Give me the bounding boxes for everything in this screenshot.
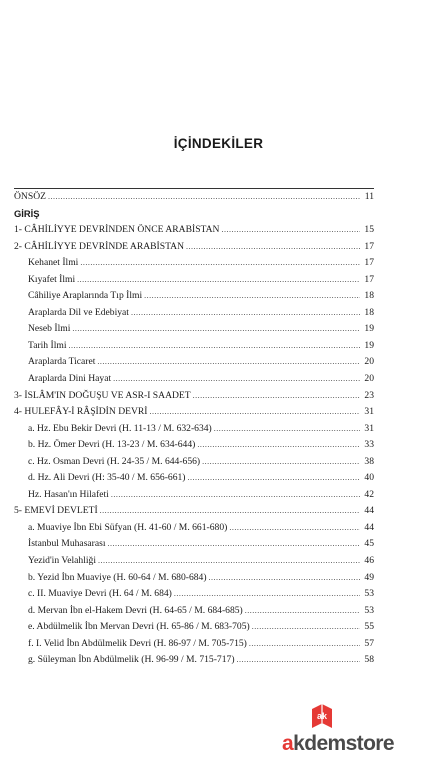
toc-entry-page: 42 xyxy=(364,488,374,500)
brand-name-rest: kdemstore xyxy=(293,732,394,755)
toc-entry-title: 2- CÂHİLİYYE DEVRİNDE ARABİSTAN xyxy=(14,240,185,252)
toc-entry[interactable] xyxy=(14,222,374,239)
toc-entry[interactable] xyxy=(14,652,374,669)
toc-leader-dots xyxy=(144,288,360,305)
toc-entry-title: 5- EMEVİ DEVLETİ xyxy=(14,505,98,517)
toc-entry-title: a. Muaviye İbn Ebi Süfyan (H. 41-60 / M. 661-680) xyxy=(28,521,228,533)
toc-entry[interactable] xyxy=(14,206,374,223)
toc-entry-page: 53 xyxy=(364,588,374,600)
toc-leader-dots xyxy=(97,354,360,371)
toc-leader-dots xyxy=(72,321,360,338)
toc-entry[interactable] xyxy=(14,272,374,289)
logo-mark-letters: ak xyxy=(316,711,328,721)
toc-entry-page: 55 xyxy=(364,621,374,633)
toc-entry-title: b. Yezid İbn Muaviye (H. 60-64 / M. 680-684) xyxy=(28,571,207,583)
toc-entry-title: a. Hz. Ebu Bekir Devri (H. 11-13 / M. 632-634) xyxy=(28,422,212,434)
toc-entry-page: 33 xyxy=(364,439,374,451)
toc-entry-page: 44 xyxy=(364,521,374,533)
toc-entry-title: f. I. Velid İbn Abdülmelik Devri (H. 86-97 / M. 705-715) xyxy=(28,637,247,649)
toc-leader-dots xyxy=(111,487,360,504)
toc-entry[interactable] xyxy=(14,619,374,636)
toc-entry[interactable] xyxy=(14,503,374,520)
toc-leader-dots xyxy=(150,404,360,421)
toc-entry-title: Yezid'in Velahliği xyxy=(28,555,96,567)
toc-leader-dots xyxy=(221,222,360,239)
toc-leader-dots xyxy=(229,520,360,537)
toc-entry[interactable] xyxy=(14,321,374,338)
book-logo-icon xyxy=(308,702,336,732)
toc-entry-title: g. Süleyman İbn Abdülmelik (H. 96-99 / M. 715-717) xyxy=(28,654,235,666)
toc-entry-page: 23 xyxy=(364,389,374,401)
toc-entry-page: 58 xyxy=(364,654,374,666)
toc-entry[interactable] xyxy=(14,354,374,371)
toc-entry-page: 46 xyxy=(364,555,374,567)
toc-entry-page: 38 xyxy=(364,455,374,467)
toc-entry-page: 18 xyxy=(364,290,374,302)
toc-leader-dots xyxy=(209,570,360,587)
toc-entry-page: 40 xyxy=(364,472,374,484)
toc-entry[interactable] xyxy=(14,371,374,388)
table-of-contents xyxy=(14,188,374,669)
toc-entry[interactable] xyxy=(14,454,374,471)
toc-entry[interactable] xyxy=(14,421,374,438)
toc-leader-dots xyxy=(77,272,360,289)
toc-entry-page: 20 xyxy=(364,373,374,385)
toc-entry[interactable] xyxy=(14,255,374,272)
toc-entry-title: Araplarda Dil ve Edebiyat xyxy=(28,306,129,318)
toc-entry[interactable] xyxy=(14,570,374,587)
toc-entry-page: 31 xyxy=(364,422,374,434)
toc-leader-dots xyxy=(48,189,360,206)
toc-leader-dots xyxy=(202,454,360,471)
toc-leader-dots xyxy=(69,338,361,355)
toc-entry[interactable] xyxy=(14,470,374,487)
toc-leader-dots xyxy=(249,636,360,653)
toc-leader-dots xyxy=(197,437,360,454)
toc-entry-title: c. Hz. Osman Devri (H. 24-35 / M. 644-656) xyxy=(28,455,201,467)
toc-entry[interactable] xyxy=(14,487,374,504)
toc-entry-title: Araplarda Dini Hayat xyxy=(28,373,112,385)
toc-entry[interactable] xyxy=(14,388,374,405)
toc-entry[interactable] xyxy=(14,305,374,322)
brand-name xyxy=(258,732,418,756)
toc-leader-dots xyxy=(174,586,360,603)
toc-entry-page: 19 xyxy=(364,323,374,335)
toc-entry-page: 11 xyxy=(364,191,374,202)
toc-entry-page: 53 xyxy=(364,604,374,616)
toc-entry-title: e. Abdülmelik İbn Mervan Devri (H. 65-86 / M. 683-705) xyxy=(28,621,250,633)
toc-entry-page: 20 xyxy=(364,356,374,368)
toc-entry[interactable] xyxy=(14,288,374,305)
toc-entry-title: d. Mervan İbn el-Hakem Devri (H. 64-65 / M. 684-685) xyxy=(28,604,243,616)
toc-entry-title: b. Hz. Ömer Devri (H. 13-23 / M. 634-644) xyxy=(28,439,196,451)
toc-leader-dots xyxy=(252,619,360,636)
toc-entry-title: Hz. Hasan'ın Hilafeti xyxy=(28,488,109,500)
toc-entry[interactable] xyxy=(14,239,374,256)
toc-entry[interactable] xyxy=(14,338,374,355)
toc-entry-title: Câhiliye Araplarında Tıp İlmi xyxy=(28,290,143,302)
toc-entry-page: 17 xyxy=(364,273,374,285)
toc-entry-title: 4- HULEFÂY-İ RÂŞİDİN DEVRİ xyxy=(14,406,148,418)
toc-leader-dots xyxy=(186,239,360,256)
toc-leader-dots xyxy=(108,536,360,553)
toc-leader-dots xyxy=(131,305,360,322)
toc-entry-title: 3- İSLÂM'IN DOĞUŞU VE ASR-I SAADET xyxy=(14,389,191,401)
toc-leader-dots xyxy=(80,255,360,272)
toc-entry-title: İstanbul Muhasarası xyxy=(28,538,106,550)
toc-entry-title: Tarih İlmi xyxy=(28,339,67,351)
page-title: İÇİNDEKİLER xyxy=(173,136,264,151)
toc-entry-title: GİRİŞ xyxy=(14,207,40,219)
toc-entry-page: 19 xyxy=(364,339,374,351)
toc-entry[interactable] xyxy=(14,603,374,620)
toc-entry[interactable] xyxy=(14,536,374,553)
toc-entry-title: Kehanet İlmi xyxy=(28,257,79,269)
toc-entry-page: 49 xyxy=(364,571,374,583)
toc-entry[interactable] xyxy=(14,553,374,570)
toc-entry-page: 44 xyxy=(364,505,374,517)
toc-entry-title: 1- CÂHİLİYYE DEVRİNDEN ÖNCE ARABİSTAN xyxy=(14,224,220,236)
toc-entry-page: 18 xyxy=(364,306,374,318)
toc-entry-title: c. II. Muaviye Devri (H. 64 / M. 684) xyxy=(28,588,172,600)
toc-entry-page: 15 xyxy=(364,224,374,236)
toc-leader-dots xyxy=(193,388,360,405)
toc-leader-dots xyxy=(187,470,360,487)
toc-entry[interactable] xyxy=(14,520,374,537)
brand-name-first: a xyxy=(282,732,294,755)
toc-entry[interactable] xyxy=(14,188,374,206)
brand-logo[interactable] xyxy=(258,702,418,762)
toc-entry[interactable] xyxy=(14,437,374,454)
toc-entry-page: 31 xyxy=(364,406,374,418)
toc-leader-dots xyxy=(98,553,360,570)
toc-leader-dots xyxy=(237,652,360,669)
toc-entry-title: Neseb İlmi xyxy=(28,323,71,335)
toc-entry[interactable] xyxy=(14,586,374,603)
toc-entry-page: 57 xyxy=(364,637,374,649)
toc-entry-title: Araplarda Ticaret xyxy=(28,356,96,368)
toc-entry-title: Kıyafet İlmi xyxy=(28,273,76,285)
toc-leader-dots xyxy=(245,603,360,620)
toc-leader-dots xyxy=(113,371,360,388)
toc-entry-title: ÖNSÖZ xyxy=(14,191,46,202)
toc-entry-page: 17 xyxy=(364,257,374,269)
toc-entry-page: 17 xyxy=(364,240,374,252)
toc-entry[interactable] xyxy=(14,636,374,653)
toc-leader-dots xyxy=(214,421,360,438)
toc-entry-page: 45 xyxy=(364,538,374,550)
toc-entry[interactable] xyxy=(14,404,374,421)
toc-entry-title: d. Hz. Ali Devri (H: 35-40 / M. 656-661) xyxy=(28,472,186,484)
toc-leader-dots xyxy=(100,503,360,520)
